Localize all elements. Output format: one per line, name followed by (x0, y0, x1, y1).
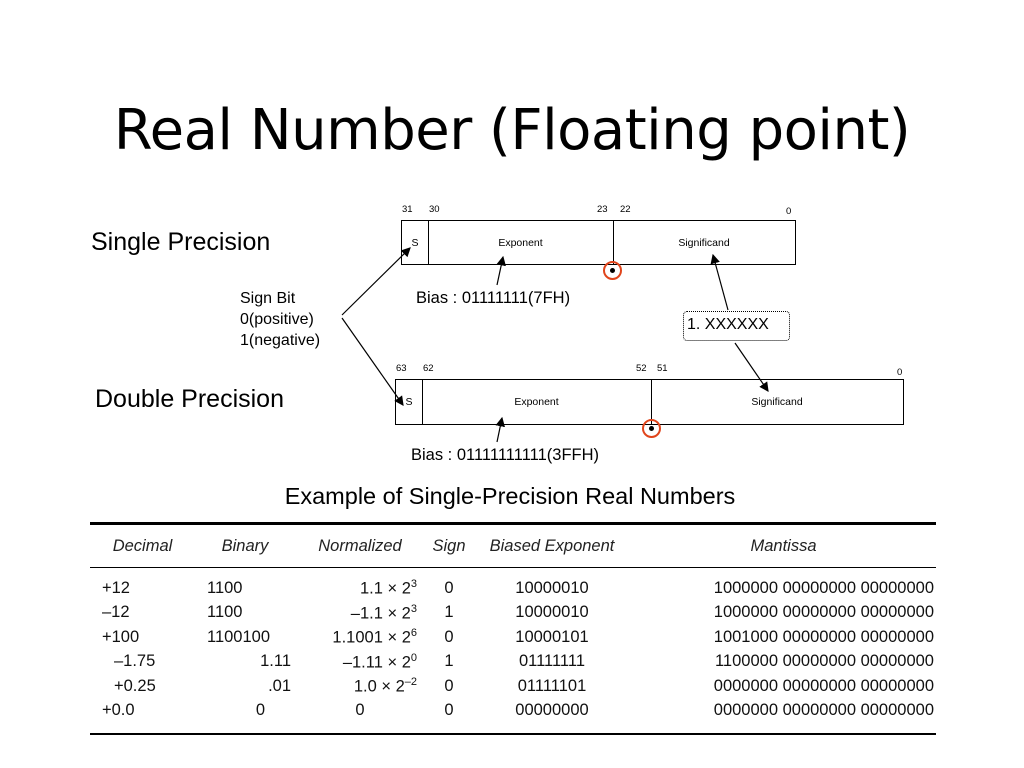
normalized-base: –1.11 × 2 (342, 653, 411, 671)
cell-sign: 0 (444, 676, 454, 695)
double-exponent-field: Exponent (514, 396, 559, 408)
col-biased-exponent: Biased Exponent (473, 524, 631, 568)
cell-binary: 0 (255, 701, 265, 720)
single-precision-label: Single Precision (91, 228, 271, 256)
col-normalized: Normalized (295, 524, 425, 568)
normalized-base: –1.1 × 2 (350, 604, 411, 622)
cell-sign: 0 (444, 701, 454, 720)
bit-52: 52 (636, 363, 647, 374)
table-row (90, 601, 936, 626)
cell-normalized (295, 601, 425, 626)
cell-mantissa: 0000000 00000000 00000000 (713, 676, 934, 695)
cell-sign: 0 (444, 578, 454, 597)
cell-biased-exponent: 01111101 (517, 676, 587, 695)
normalized-exponent: 3 (410, 602, 417, 615)
cell-mantissa: 0000000 00000000 00000000 (713, 701, 934, 720)
table-row (90, 650, 936, 675)
cell-biased-exponent: 01111111 (518, 652, 586, 671)
bit-0-single: 0 (786, 206, 792, 217)
slide-title: Real Number (Floating point) (113, 98, 911, 163)
bit-51: 51 (657, 363, 668, 374)
normalized-base: 1.0 × 2 (353, 677, 405, 696)
cell-normalized (295, 674, 425, 699)
single-bias: Bias : 01111111(7FH) (416, 289, 571, 307)
cell-binary: 1100 (207, 603, 243, 622)
col-sign: Sign (425, 524, 473, 568)
bit-22: 22 (620, 204, 631, 215)
cell-decimal: +100 (102, 627, 140, 646)
cell-mantissa: 1001000 00000000 00000000 (713, 627, 934, 646)
sign-bit-positive: 0(positive) (240, 311, 314, 328)
double-precision-label: Double Precision (95, 385, 284, 413)
double-significand-field: Significand (751, 396, 803, 408)
single-exponent-field: Exponent (498, 236, 543, 249)
cell-sign: 1 (444, 652, 454, 671)
sign-bit-negative: 1(negative) (240, 332, 321, 349)
cell-normalized (295, 699, 425, 735)
cell-mantissa: 1100000 00000000 00000000 (714, 652, 934, 671)
bit-31: 31 (402, 204, 413, 215)
cell-mantissa: 1000000 00000000 00000000 (713, 603, 934, 622)
cell-mantissa: 1000000 00000000 00000000 (713, 578, 934, 597)
normalized-exponent: 3 (410, 578, 417, 590)
examples-table (90, 522, 936, 735)
col-binary: Binary (195, 524, 295, 568)
bit-23: 23 (597, 204, 608, 215)
normalized-base: 1.1001 × 2 (332, 628, 411, 647)
col-decimal: Decimal (90, 524, 195, 568)
table-caption: Example of Single-Precision Real Numbers (284, 483, 736, 509)
cell-binary: 1.11 (260, 652, 291, 671)
cell-biased-exponent: 10000010 (515, 578, 589, 597)
cell-biased-exponent: 10000101 (515, 627, 589, 646)
bit-62: 62 (423, 363, 434, 374)
cell-decimal: +0.25 (114, 676, 156, 695)
cell-decimal: –12 (102, 603, 130, 622)
cell-sign: 0 (444, 627, 454, 646)
cell-decimal: +12 (102, 578, 130, 597)
cell-binary: 1100100 (207, 627, 271, 646)
cell-normalized (295, 650, 425, 675)
single-significand-field: Significand (678, 236, 730, 249)
double-sign-field: S (405, 396, 413, 408)
cell-binary: .01 (268, 676, 291, 695)
cell-binary: 1100 (207, 578, 243, 597)
table-row (90, 568, 936, 601)
col-mantissa: Mantissa (631, 524, 936, 568)
table-row (90, 674, 936, 699)
cell-normalized (295, 625, 425, 650)
cell-decimal: +0.0 (102, 701, 135, 720)
normalized-exponent: –2 (404, 676, 417, 688)
normalized-base: 1.1 × 2 (359, 579, 411, 598)
sign-bit-title: Sign Bit (240, 290, 296, 307)
cell-decimal: –1.75 (114, 652, 156, 671)
double-bias: Bias : 01111111111(3FFH) (411, 446, 600, 464)
cell-sign: 1 (444, 603, 454, 622)
table-row (90, 699, 936, 735)
normalized-base: 0 (355, 701, 365, 720)
bit-63: 63 (396, 363, 407, 374)
normalized-exponent: 0 (410, 651, 417, 664)
single-sign-field: S (411, 236, 419, 249)
table-header-row (90, 524, 936, 568)
normalized-exponent: 6 (410, 627, 417, 639)
cell-biased-exponent: 10000010 (515, 603, 589, 622)
cell-biased-exponent: 00000000 (515, 701, 589, 720)
bit-30: 30 (429, 204, 440, 215)
cell-normalized (295, 568, 425, 601)
bit-0-double: 0 (897, 367, 903, 378)
table-row (90, 625, 936, 650)
mantissa-implicit-one: 1. XXXXXX (683, 311, 790, 341)
